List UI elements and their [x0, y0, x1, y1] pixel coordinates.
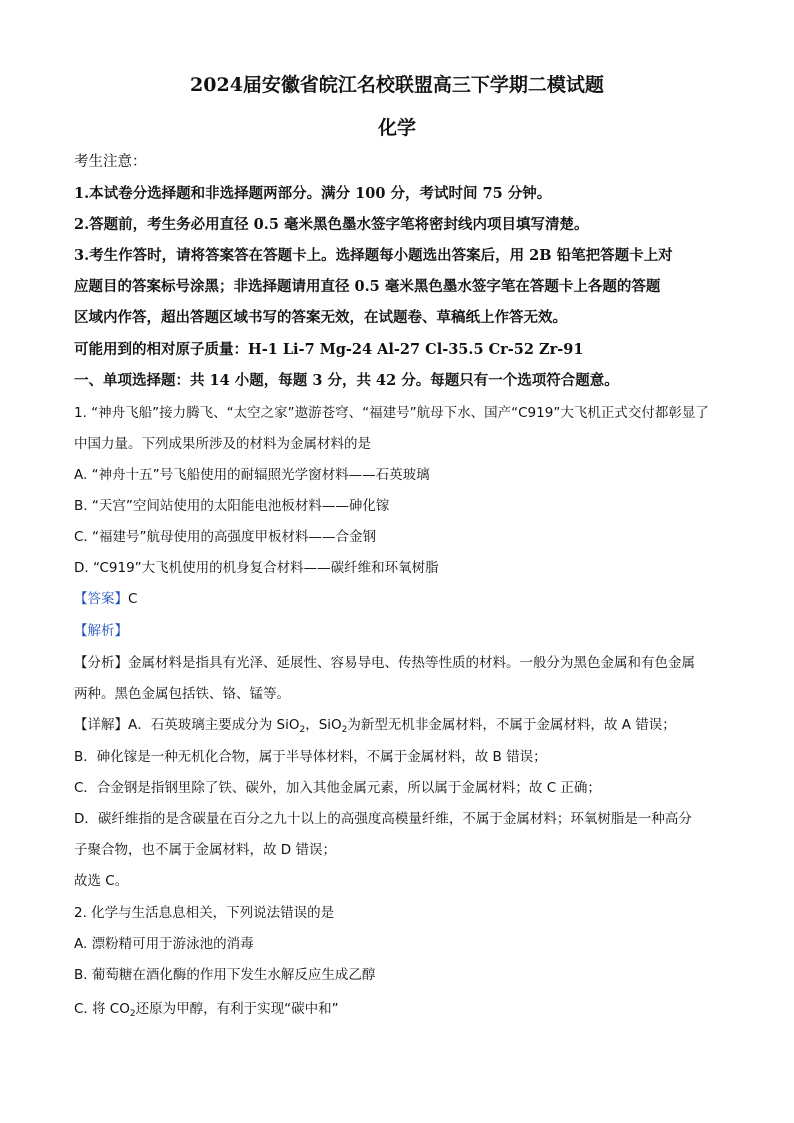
detail-a-part1: A．石英玻璃主要成分为 SiO: [128, 717, 300, 733]
detail-a-part2: ，SiO: [305, 717, 342, 733]
fenxi-text: 金属材料是指具有光泽、延展性、容易导电、传热等性质的材料。一般分为黑色金属和有色金属: [128, 655, 695, 671]
q1-option-a: A. “神舟十五”号飞船使用的耐辐照光学窗材料——石英玻璃: [74, 467, 430, 483]
q2-option-c: [74, 997, 339, 1019]
q1-fenxi-line2: 两种。黑色金属包括铁、铬、锰等。: [74, 686, 290, 702]
notice-item-2: 2.答题前，考生务必用直径 0.5 毫米黑色墨水签字笔将密封线内项目填写清楚。: [74, 216, 589, 233]
subject-title: 化学: [377, 117, 416, 139]
subscript-2: 2: [299, 725, 306, 735]
notice-item-3-cont: 应题目的答案标号涂黑；非选择题请用直径 0.5 毫米黑色墨水签字笔在答题卡上各题的答题: [74, 278, 661, 295]
q1-conclusion: 故选 C。: [74, 873, 129, 889]
answer-value: C: [128, 591, 138, 607]
q1-detail-d2: 子聚合物，也不属于金属材料，故 D 错误；: [74, 842, 336, 858]
detail-tag: 【详解】: [74, 717, 128, 733]
q1-stem-line2: 中国力量。下列成果所涉及的材料为金属材料的是: [74, 436, 371, 452]
notice-item-3: 3.考生作答时，请将答案答在答题卡上。选择题每小题选出答案后，用 2B 铅笔把答题卡上对: [74, 247, 673, 264]
answer-tag: 【答案】: [74, 591, 128, 607]
q1-detail-b: B．砷化镓是一种无机化合物，属于半导体材料，不属于金属材料，故 B 错误；: [74, 749, 547, 765]
q2-option-a: A. 漂粉精可用于游泳池的消毒: [74, 936, 254, 952]
q1-answer-row: [74, 587, 137, 607]
q2-option-b: B. 葡萄糖在酒化酶的作用下发生水解反应生成乙醇: [74, 967, 376, 983]
detail-a-part3: 为新型无机非金属材料，不属于金属材料，故 A 错误；: [347, 717, 676, 733]
atomic-masses: 可能用到的相对原子质量：H-1 Li-7 Mg-24 Al-27 Cl-35.5 Cr-52 Zr-91: [74, 341, 584, 358]
document-title: 2024届安徽省皖江名校联盟高三下学期二模试题: [190, 74, 604, 96]
q1-option-c: C. “福建号”航母使用的高强度甲板材料——合金钢: [74, 529, 376, 545]
analysis-tag: 【解析】: [74, 623, 128, 639]
q1-detail-d1: D．碳纤维指的是含碳量在百分之九十以上的高强度高模量纤维，不属于金属材料；环氧树脂是一种高分: [74, 811, 692, 827]
q1-stem-line1: 1. “神舟飞船”接力腾飞、“太空之家”遨游苍穹、“福建号”航母下水、国产“C919”大飞机正式交付都彰显了: [74, 405, 709, 421]
q1-detail-c: C．合金钢是指钢里除了铁、碳外，加入其他金属元素，所以属于金属材料；故 C 正确；: [74, 780, 601, 796]
section-heading: 一、单项选择题：共 14 小题，每题 3 分，共 42 分。每题只有一个选项符合题意。: [74, 372, 619, 389]
q1-detail-a: [74, 713, 676, 735]
subscript-2: 2: [129, 1009, 136, 1019]
q1-option-d: D. “C919”大飞机使用的机身复合材料——碳纤维和环氧树脂: [74, 560, 439, 576]
notice-item-1: 1.本试卷分选择题和非选择题两部分。满分 100 分，考试时间 75 分钟。: [74, 185, 552, 202]
notice-heading: 考生注意：: [74, 154, 147, 170]
subscript-2: 2: [341, 725, 348, 735]
q2-option-c-part2: 还原为甲醇，有利于实现“碳中和”: [135, 1001, 339, 1017]
q1-option-b: B. “天宫”空间站使用的太阳能电池板材料——砷化镓: [74, 498, 390, 514]
q2-option-c-part1: C. 将 CO: [74, 1001, 130, 1017]
fenxi-tag: 【分析】: [74, 655, 128, 671]
q1-fenxi-line1: [74, 651, 695, 671]
q2-stem: 2. 化学与生活息息相关，下列说法错误的是: [74, 905, 335, 921]
notice-item-3-cont2: 区域内作答，超出答题区域书写的答案无效，在试题卷、草稿纸上作答无效。: [74, 309, 567, 326]
q1-analysis-row: [74, 619, 128, 639]
